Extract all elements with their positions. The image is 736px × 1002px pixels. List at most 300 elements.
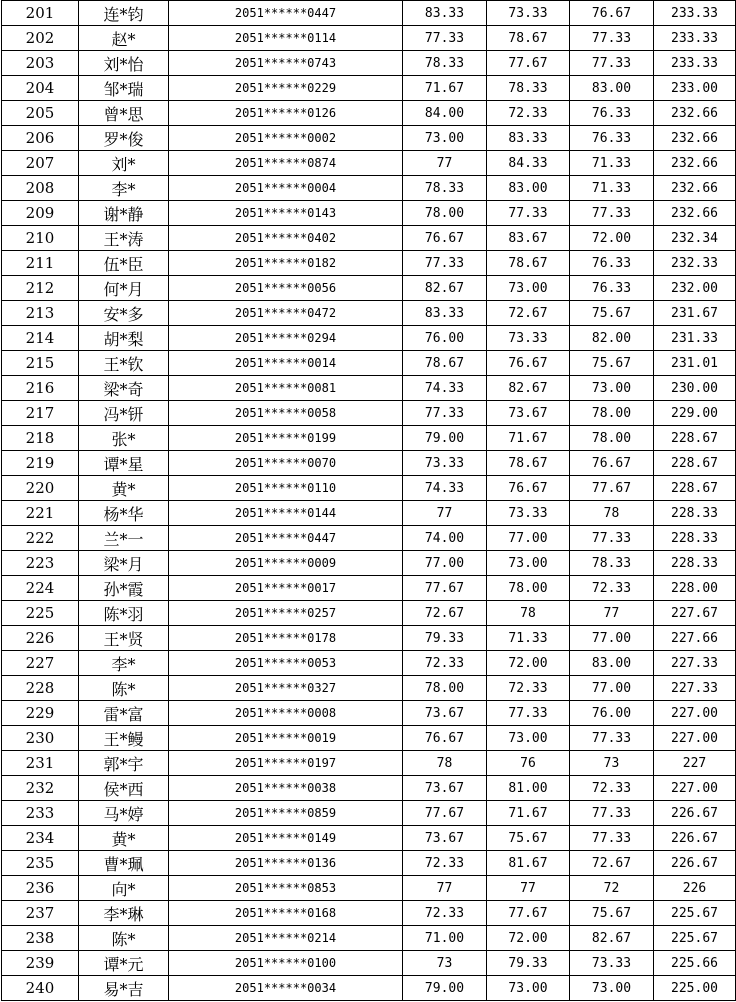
score-2-cell: 77.00 bbox=[487, 526, 570, 551]
score-2-cell: 82.67 bbox=[487, 376, 570, 401]
score-2-cell: 78.67 bbox=[487, 451, 570, 476]
id-number-cell: 2051******0017 bbox=[169, 576, 403, 601]
total-score-cell: 232.66 bbox=[654, 176, 736, 201]
score-3-cell: 72.67 bbox=[570, 851, 654, 876]
score-1-cell: 77.33 bbox=[403, 401, 487, 426]
rank-cell: 231 bbox=[2, 751, 79, 776]
id-number-cell: 2051******0143 bbox=[169, 201, 403, 226]
score-3-cell: 73 bbox=[570, 751, 654, 776]
score-1-cell: 73.67 bbox=[403, 701, 487, 726]
id-number-cell: 2051******0859 bbox=[169, 801, 403, 826]
table-row bbox=[2, 876, 736, 901]
score-2-cell: 83.67 bbox=[487, 226, 570, 251]
table-row bbox=[2, 251, 736, 276]
score-2-cell: 71.67 bbox=[487, 426, 570, 451]
table-row bbox=[2, 301, 736, 326]
score-3-cell: 77.33 bbox=[570, 526, 654, 551]
rank-cell: 227 bbox=[2, 651, 79, 676]
id-number-cell: 2051******0053 bbox=[169, 651, 403, 676]
name-cell: 邹*瑞 bbox=[79, 76, 169, 101]
total-score-cell: 231.67 bbox=[654, 301, 736, 326]
name-cell: 王*贤 bbox=[79, 626, 169, 651]
score-1-cell: 78.67 bbox=[403, 351, 487, 376]
score-3-cell: 77.33 bbox=[570, 201, 654, 226]
rank-cell: 209 bbox=[2, 201, 79, 226]
name-cell: 王*涛 bbox=[79, 226, 169, 251]
total-score-cell: 227.00 bbox=[654, 701, 736, 726]
table-row bbox=[2, 551, 736, 576]
score-3-cell: 76.67 bbox=[570, 451, 654, 476]
name-cell: 何*月 bbox=[79, 276, 169, 301]
total-score-cell: 231.33 bbox=[654, 326, 736, 351]
id-number-cell: 2051******0257 bbox=[169, 601, 403, 626]
table-row bbox=[2, 1, 736, 26]
name-cell: 杨*华 bbox=[79, 501, 169, 526]
score-2-cell: 83.00 bbox=[487, 176, 570, 201]
score-3-cell: 76.33 bbox=[570, 126, 654, 151]
table-row bbox=[2, 401, 736, 426]
table-row bbox=[2, 51, 736, 76]
rank-cell: 218 bbox=[2, 426, 79, 451]
score-3-cell: 77 bbox=[570, 601, 654, 626]
id-number-cell: 2051******0472 bbox=[169, 301, 403, 326]
name-cell: 王*钦 bbox=[79, 351, 169, 376]
table-row bbox=[2, 201, 736, 226]
id-number-cell: 2051******0178 bbox=[169, 626, 403, 651]
id-number-cell: 2051******0038 bbox=[169, 776, 403, 801]
total-score-cell: 232.66 bbox=[654, 101, 736, 126]
score-2-cell: 72.33 bbox=[487, 101, 570, 126]
total-score-cell: 225.67 bbox=[654, 926, 736, 951]
name-cell: 胡*梨 bbox=[79, 326, 169, 351]
score-2-cell: 75.67 bbox=[487, 826, 570, 851]
score-3-cell: 72.00 bbox=[570, 226, 654, 251]
score-1-cell: 73.00 bbox=[403, 126, 487, 151]
id-number-cell: 2051******0034 bbox=[169, 976, 403, 1001]
total-score-cell: 228.00 bbox=[654, 576, 736, 601]
name-cell: 安*多 bbox=[79, 301, 169, 326]
rank-cell: 223 bbox=[2, 551, 79, 576]
score-1-cell: 73.67 bbox=[403, 826, 487, 851]
name-cell: 陈* bbox=[79, 676, 169, 701]
rank-cell: 237 bbox=[2, 901, 79, 926]
score-2-cell: 81.00 bbox=[487, 776, 570, 801]
rank-cell: 204 bbox=[2, 76, 79, 101]
rank-cell: 233 bbox=[2, 801, 79, 826]
id-number-cell: 2051******0447 bbox=[169, 526, 403, 551]
score-1-cell: 78.00 bbox=[403, 201, 487, 226]
score-2-cell: 73.33 bbox=[487, 1, 570, 26]
score-2-cell: 78 bbox=[487, 601, 570, 626]
rank-cell: 222 bbox=[2, 526, 79, 551]
score-1-cell: 72.33 bbox=[403, 901, 487, 926]
id-number-cell: 2051******0070 bbox=[169, 451, 403, 476]
name-cell: 黄* bbox=[79, 476, 169, 501]
score-3-cell: 82.00 bbox=[570, 326, 654, 351]
score-2-cell: 77 bbox=[487, 876, 570, 901]
total-score-cell: 231.01 bbox=[654, 351, 736, 376]
score-2-cell: 79.33 bbox=[487, 951, 570, 976]
score-1-cell: 72.33 bbox=[403, 851, 487, 876]
name-cell: 赵* bbox=[79, 26, 169, 51]
rank-cell: 202 bbox=[2, 26, 79, 51]
score-3-cell: 77.33 bbox=[570, 51, 654, 76]
name-cell: 李*琳 bbox=[79, 901, 169, 926]
score-3-cell: 82.67 bbox=[570, 926, 654, 951]
id-number-cell: 2051******0327 bbox=[169, 676, 403, 701]
score-1-cell: 77 bbox=[403, 876, 487, 901]
table-row bbox=[2, 601, 736, 626]
id-number-cell: 2051******0019 bbox=[169, 726, 403, 751]
score-1-cell: 74.33 bbox=[403, 376, 487, 401]
score-1-cell: 79.33 bbox=[403, 626, 487, 651]
score-2-cell: 76.67 bbox=[487, 351, 570, 376]
table-row bbox=[2, 226, 736, 251]
total-score-cell: 227.00 bbox=[654, 726, 736, 751]
id-number-cell: 2051******0294 bbox=[169, 326, 403, 351]
name-cell: 梁*月 bbox=[79, 551, 169, 576]
table-row bbox=[2, 926, 736, 951]
score-1-cell: 78.33 bbox=[403, 176, 487, 201]
score-3-cell: 78.00 bbox=[570, 401, 654, 426]
total-score-cell: 226.67 bbox=[654, 851, 736, 876]
id-number-cell: 2051******0126 bbox=[169, 101, 403, 126]
table-row bbox=[2, 676, 736, 701]
name-cell: 兰*一 bbox=[79, 526, 169, 551]
score-2-cell: 73.00 bbox=[487, 976, 570, 1001]
score-1-cell: 73 bbox=[403, 951, 487, 976]
table-row bbox=[2, 76, 736, 101]
score-1-cell: 84.00 bbox=[403, 101, 487, 126]
total-score-cell: 227.67 bbox=[654, 601, 736, 626]
id-number-cell: 2051******0136 bbox=[169, 851, 403, 876]
table-row bbox=[2, 351, 736, 376]
score-2-cell: 73.00 bbox=[487, 551, 570, 576]
score-1-cell: 71.00 bbox=[403, 926, 487, 951]
score-3-cell: 77.33 bbox=[570, 26, 654, 51]
rank-cell: 240 bbox=[2, 976, 79, 1001]
rank-cell: 220 bbox=[2, 476, 79, 501]
score-1-cell: 78 bbox=[403, 751, 487, 776]
score-3-cell: 75.67 bbox=[570, 351, 654, 376]
table-row bbox=[2, 751, 736, 776]
table-row bbox=[2, 851, 736, 876]
total-score-cell: 227.66 bbox=[654, 626, 736, 651]
total-score-cell: 228.33 bbox=[654, 526, 736, 551]
id-number-cell: 2051******0100 bbox=[169, 951, 403, 976]
rank-cell: 236 bbox=[2, 876, 79, 901]
score-2-cell: 81.67 bbox=[487, 851, 570, 876]
score-3-cell: 76.33 bbox=[570, 276, 654, 301]
rank-cell: 211 bbox=[2, 251, 79, 276]
table-row bbox=[2, 376, 736, 401]
id-number-cell: 2051******0008 bbox=[169, 701, 403, 726]
name-cell: 伍*臣 bbox=[79, 251, 169, 276]
table-row bbox=[2, 776, 736, 801]
score-2-cell: 84.33 bbox=[487, 151, 570, 176]
score-3-cell: 78 bbox=[570, 501, 654, 526]
score-1-cell: 79.00 bbox=[403, 976, 487, 1001]
table-row bbox=[2, 951, 736, 976]
score-1-cell: 73.67 bbox=[403, 776, 487, 801]
total-score-cell: 232.00 bbox=[654, 276, 736, 301]
score-2-cell: 78.67 bbox=[487, 26, 570, 51]
score-1-cell: 72.33 bbox=[403, 651, 487, 676]
table-row bbox=[2, 426, 736, 451]
rank-cell: 203 bbox=[2, 51, 79, 76]
total-score-cell: 228.67 bbox=[654, 476, 736, 501]
score-2-cell: 77.67 bbox=[487, 901, 570, 926]
score-2-cell: 72.00 bbox=[487, 651, 570, 676]
score-3-cell: 72 bbox=[570, 876, 654, 901]
rank-cell: 213 bbox=[2, 301, 79, 326]
name-cell: 谭*星 bbox=[79, 451, 169, 476]
rank-cell: 206 bbox=[2, 126, 79, 151]
table-row bbox=[2, 726, 736, 751]
rank-cell: 235 bbox=[2, 851, 79, 876]
score-2-cell: 77.67 bbox=[487, 51, 570, 76]
score-1-cell: 78.33 bbox=[403, 51, 487, 76]
rank-cell: 219 bbox=[2, 451, 79, 476]
rank-cell: 238 bbox=[2, 926, 79, 951]
id-number-cell: 2051******0447 bbox=[169, 1, 403, 26]
rank-cell: 207 bbox=[2, 151, 79, 176]
score-2-cell: 78.33 bbox=[487, 76, 570, 101]
score-3-cell: 76.00 bbox=[570, 701, 654, 726]
table-row bbox=[2, 101, 736, 126]
table-row bbox=[2, 901, 736, 926]
name-cell: 马*婷 bbox=[79, 801, 169, 826]
name-cell: 刘* bbox=[79, 151, 169, 176]
score-2-cell: 78.00 bbox=[487, 576, 570, 601]
rank-cell: 214 bbox=[2, 326, 79, 351]
table-row bbox=[2, 501, 736, 526]
total-score-cell: 228.67 bbox=[654, 451, 736, 476]
name-cell: 王*鳗 bbox=[79, 726, 169, 751]
score-2-cell: 77.33 bbox=[487, 701, 570, 726]
rank-cell: 205 bbox=[2, 101, 79, 126]
total-score-cell: 232.34 bbox=[654, 226, 736, 251]
score-2-cell: 73.00 bbox=[487, 726, 570, 751]
name-cell: 罗*俊 bbox=[79, 126, 169, 151]
score-3-cell: 77.33 bbox=[570, 726, 654, 751]
total-score-cell: 227 bbox=[654, 751, 736, 776]
total-score-cell: 232.66 bbox=[654, 151, 736, 176]
total-score-cell: 232.33 bbox=[654, 251, 736, 276]
table-row bbox=[2, 826, 736, 851]
score-1-cell: 72.67 bbox=[403, 601, 487, 626]
score-1-cell: 76.67 bbox=[403, 226, 487, 251]
score-1-cell: 73.33 bbox=[403, 451, 487, 476]
score-3-cell: 76.33 bbox=[570, 251, 654, 276]
total-score-cell: 227.00 bbox=[654, 776, 736, 801]
id-number-cell: 2051******0168 bbox=[169, 901, 403, 926]
total-score-cell: 228.33 bbox=[654, 501, 736, 526]
name-cell: 李* bbox=[79, 176, 169, 201]
score-2-cell: 76.67 bbox=[487, 476, 570, 501]
name-cell: 黄* bbox=[79, 826, 169, 851]
score-1-cell: 71.67 bbox=[403, 76, 487, 101]
score-3-cell: 76.33 bbox=[570, 101, 654, 126]
name-cell: 孙*霞 bbox=[79, 576, 169, 601]
name-cell: 冯*钘 bbox=[79, 401, 169, 426]
table-row bbox=[2, 176, 736, 201]
id-number-cell: 2051******0058 bbox=[169, 401, 403, 426]
score-table bbox=[1, 0, 736, 1001]
rank-cell: 217 bbox=[2, 401, 79, 426]
score-1-cell: 79.00 bbox=[403, 426, 487, 451]
score-1-cell: 77.33 bbox=[403, 26, 487, 51]
score-2-cell: 73.67 bbox=[487, 401, 570, 426]
table-row bbox=[2, 476, 736, 501]
rank-cell: 212 bbox=[2, 276, 79, 301]
rank-cell: 229 bbox=[2, 701, 79, 726]
total-score-cell: 227.33 bbox=[654, 651, 736, 676]
id-number-cell: 2051******0853 bbox=[169, 876, 403, 901]
score-3-cell: 71.33 bbox=[570, 176, 654, 201]
rank-cell: 230 bbox=[2, 726, 79, 751]
score-1-cell: 77.00 bbox=[403, 551, 487, 576]
score-3-cell: 76.67 bbox=[570, 1, 654, 26]
table-row bbox=[2, 151, 736, 176]
name-cell: 陈* bbox=[79, 926, 169, 951]
score-1-cell: 83.33 bbox=[403, 1, 487, 26]
score-2-cell: 72.33 bbox=[487, 676, 570, 701]
rank-cell: 215 bbox=[2, 351, 79, 376]
table-row bbox=[2, 626, 736, 651]
table-body bbox=[2, 1, 736, 1001]
score-3-cell: 77.67 bbox=[570, 476, 654, 501]
name-cell: 曾*思 bbox=[79, 101, 169, 126]
id-number-cell: 2051******0149 bbox=[169, 826, 403, 851]
score-1-cell: 77.67 bbox=[403, 576, 487, 601]
name-cell: 曹*珮 bbox=[79, 851, 169, 876]
total-score-cell: 228.33 bbox=[654, 551, 736, 576]
id-number-cell: 2051******0056 bbox=[169, 276, 403, 301]
name-cell: 张* bbox=[79, 426, 169, 451]
name-cell: 李* bbox=[79, 651, 169, 676]
score-3-cell: 71.33 bbox=[570, 151, 654, 176]
score-1-cell: 74.00 bbox=[403, 526, 487, 551]
rank-cell: 234 bbox=[2, 826, 79, 851]
score-3-cell: 77.00 bbox=[570, 626, 654, 651]
score-2-cell: 72.67 bbox=[487, 301, 570, 326]
score-3-cell: 73.33 bbox=[570, 951, 654, 976]
score-3-cell: 77.00 bbox=[570, 676, 654, 701]
rank-cell: 226 bbox=[2, 626, 79, 651]
total-score-cell: 228.67 bbox=[654, 426, 736, 451]
score-2-cell: 78.67 bbox=[487, 251, 570, 276]
total-score-cell: 226.67 bbox=[654, 801, 736, 826]
total-score-cell: 227.33 bbox=[654, 676, 736, 701]
score-3-cell: 77.33 bbox=[570, 826, 654, 851]
name-cell: 连*钧 bbox=[79, 1, 169, 26]
table-row bbox=[2, 276, 736, 301]
table-row bbox=[2, 451, 736, 476]
table-row bbox=[2, 976, 736, 1001]
score-3-cell: 73.00 bbox=[570, 376, 654, 401]
table-row bbox=[2, 26, 736, 51]
total-score-cell: 232.66 bbox=[654, 126, 736, 151]
score-1-cell: 77.67 bbox=[403, 801, 487, 826]
score-2-cell: 71.67 bbox=[487, 801, 570, 826]
table-row bbox=[2, 526, 736, 551]
score-1-cell: 82.67 bbox=[403, 276, 487, 301]
score-2-cell: 73.33 bbox=[487, 326, 570, 351]
rank-cell: 216 bbox=[2, 376, 79, 401]
score-3-cell: 78.33 bbox=[570, 551, 654, 576]
name-cell: 易*吉 bbox=[79, 976, 169, 1001]
total-score-cell: 225.66 bbox=[654, 951, 736, 976]
id-number-cell: 2051******0004 bbox=[169, 176, 403, 201]
table-row bbox=[2, 651, 736, 676]
name-cell: 陈*羽 bbox=[79, 601, 169, 626]
score-2-cell: 72.00 bbox=[487, 926, 570, 951]
total-score-cell: 233.00 bbox=[654, 76, 736, 101]
score-1-cell: 83.33 bbox=[403, 301, 487, 326]
total-score-cell: 226.67 bbox=[654, 826, 736, 851]
name-cell: 雷*富 bbox=[79, 701, 169, 726]
score-1-cell: 78.00 bbox=[403, 676, 487, 701]
score-1-cell: 77.33 bbox=[403, 251, 487, 276]
score-3-cell: 73.00 bbox=[570, 976, 654, 1001]
id-number-cell: 2051******0014 bbox=[169, 351, 403, 376]
id-number-cell: 2051******0182 bbox=[169, 251, 403, 276]
score-2-cell: 71.33 bbox=[487, 626, 570, 651]
name-cell: 郭*宇 bbox=[79, 751, 169, 776]
rank-cell: 232 bbox=[2, 776, 79, 801]
total-score-cell: 233.33 bbox=[654, 26, 736, 51]
score-2-cell: 83.33 bbox=[487, 126, 570, 151]
name-cell: 谢*静 bbox=[79, 201, 169, 226]
id-number-cell: 2051******0110 bbox=[169, 476, 403, 501]
name-cell: 谭*元 bbox=[79, 951, 169, 976]
score-2-cell: 77.33 bbox=[487, 201, 570, 226]
id-number-cell: 2051******0144 bbox=[169, 501, 403, 526]
id-number-cell: 2051******0009 bbox=[169, 551, 403, 576]
id-number-cell: 2051******0874 bbox=[169, 151, 403, 176]
total-score-cell: 233.33 bbox=[654, 51, 736, 76]
id-number-cell: 2051******0197 bbox=[169, 751, 403, 776]
score-1-cell: 74.33 bbox=[403, 476, 487, 501]
total-score-cell: 225.00 bbox=[654, 976, 736, 1001]
score-3-cell: 83.00 bbox=[570, 76, 654, 101]
score-3-cell: 77.33 bbox=[570, 801, 654, 826]
total-score-cell: 230.00 bbox=[654, 376, 736, 401]
score-3-cell: 75.67 bbox=[570, 901, 654, 926]
rank-cell: 221 bbox=[2, 501, 79, 526]
name-cell: 刘*怡 bbox=[79, 51, 169, 76]
rank-cell: 201 bbox=[2, 1, 79, 26]
score-3-cell: 75.67 bbox=[570, 301, 654, 326]
table-row bbox=[2, 801, 736, 826]
rank-cell: 239 bbox=[2, 951, 79, 976]
rank-cell: 210 bbox=[2, 226, 79, 251]
score-3-cell: 72.33 bbox=[570, 776, 654, 801]
total-score-cell: 232.66 bbox=[654, 201, 736, 226]
total-score-cell: 226 bbox=[654, 876, 736, 901]
score-2-cell: 76 bbox=[487, 751, 570, 776]
score-3-cell: 78.00 bbox=[570, 426, 654, 451]
id-number-cell: 2051******0229 bbox=[169, 76, 403, 101]
id-number-cell: 2051******0199 bbox=[169, 426, 403, 451]
score-3-cell: 72.33 bbox=[570, 576, 654, 601]
rank-cell: 228 bbox=[2, 676, 79, 701]
rank-cell: 208 bbox=[2, 176, 79, 201]
name-cell: 向* bbox=[79, 876, 169, 901]
name-cell: 侯*西 bbox=[79, 776, 169, 801]
score-1-cell: 77 bbox=[403, 501, 487, 526]
